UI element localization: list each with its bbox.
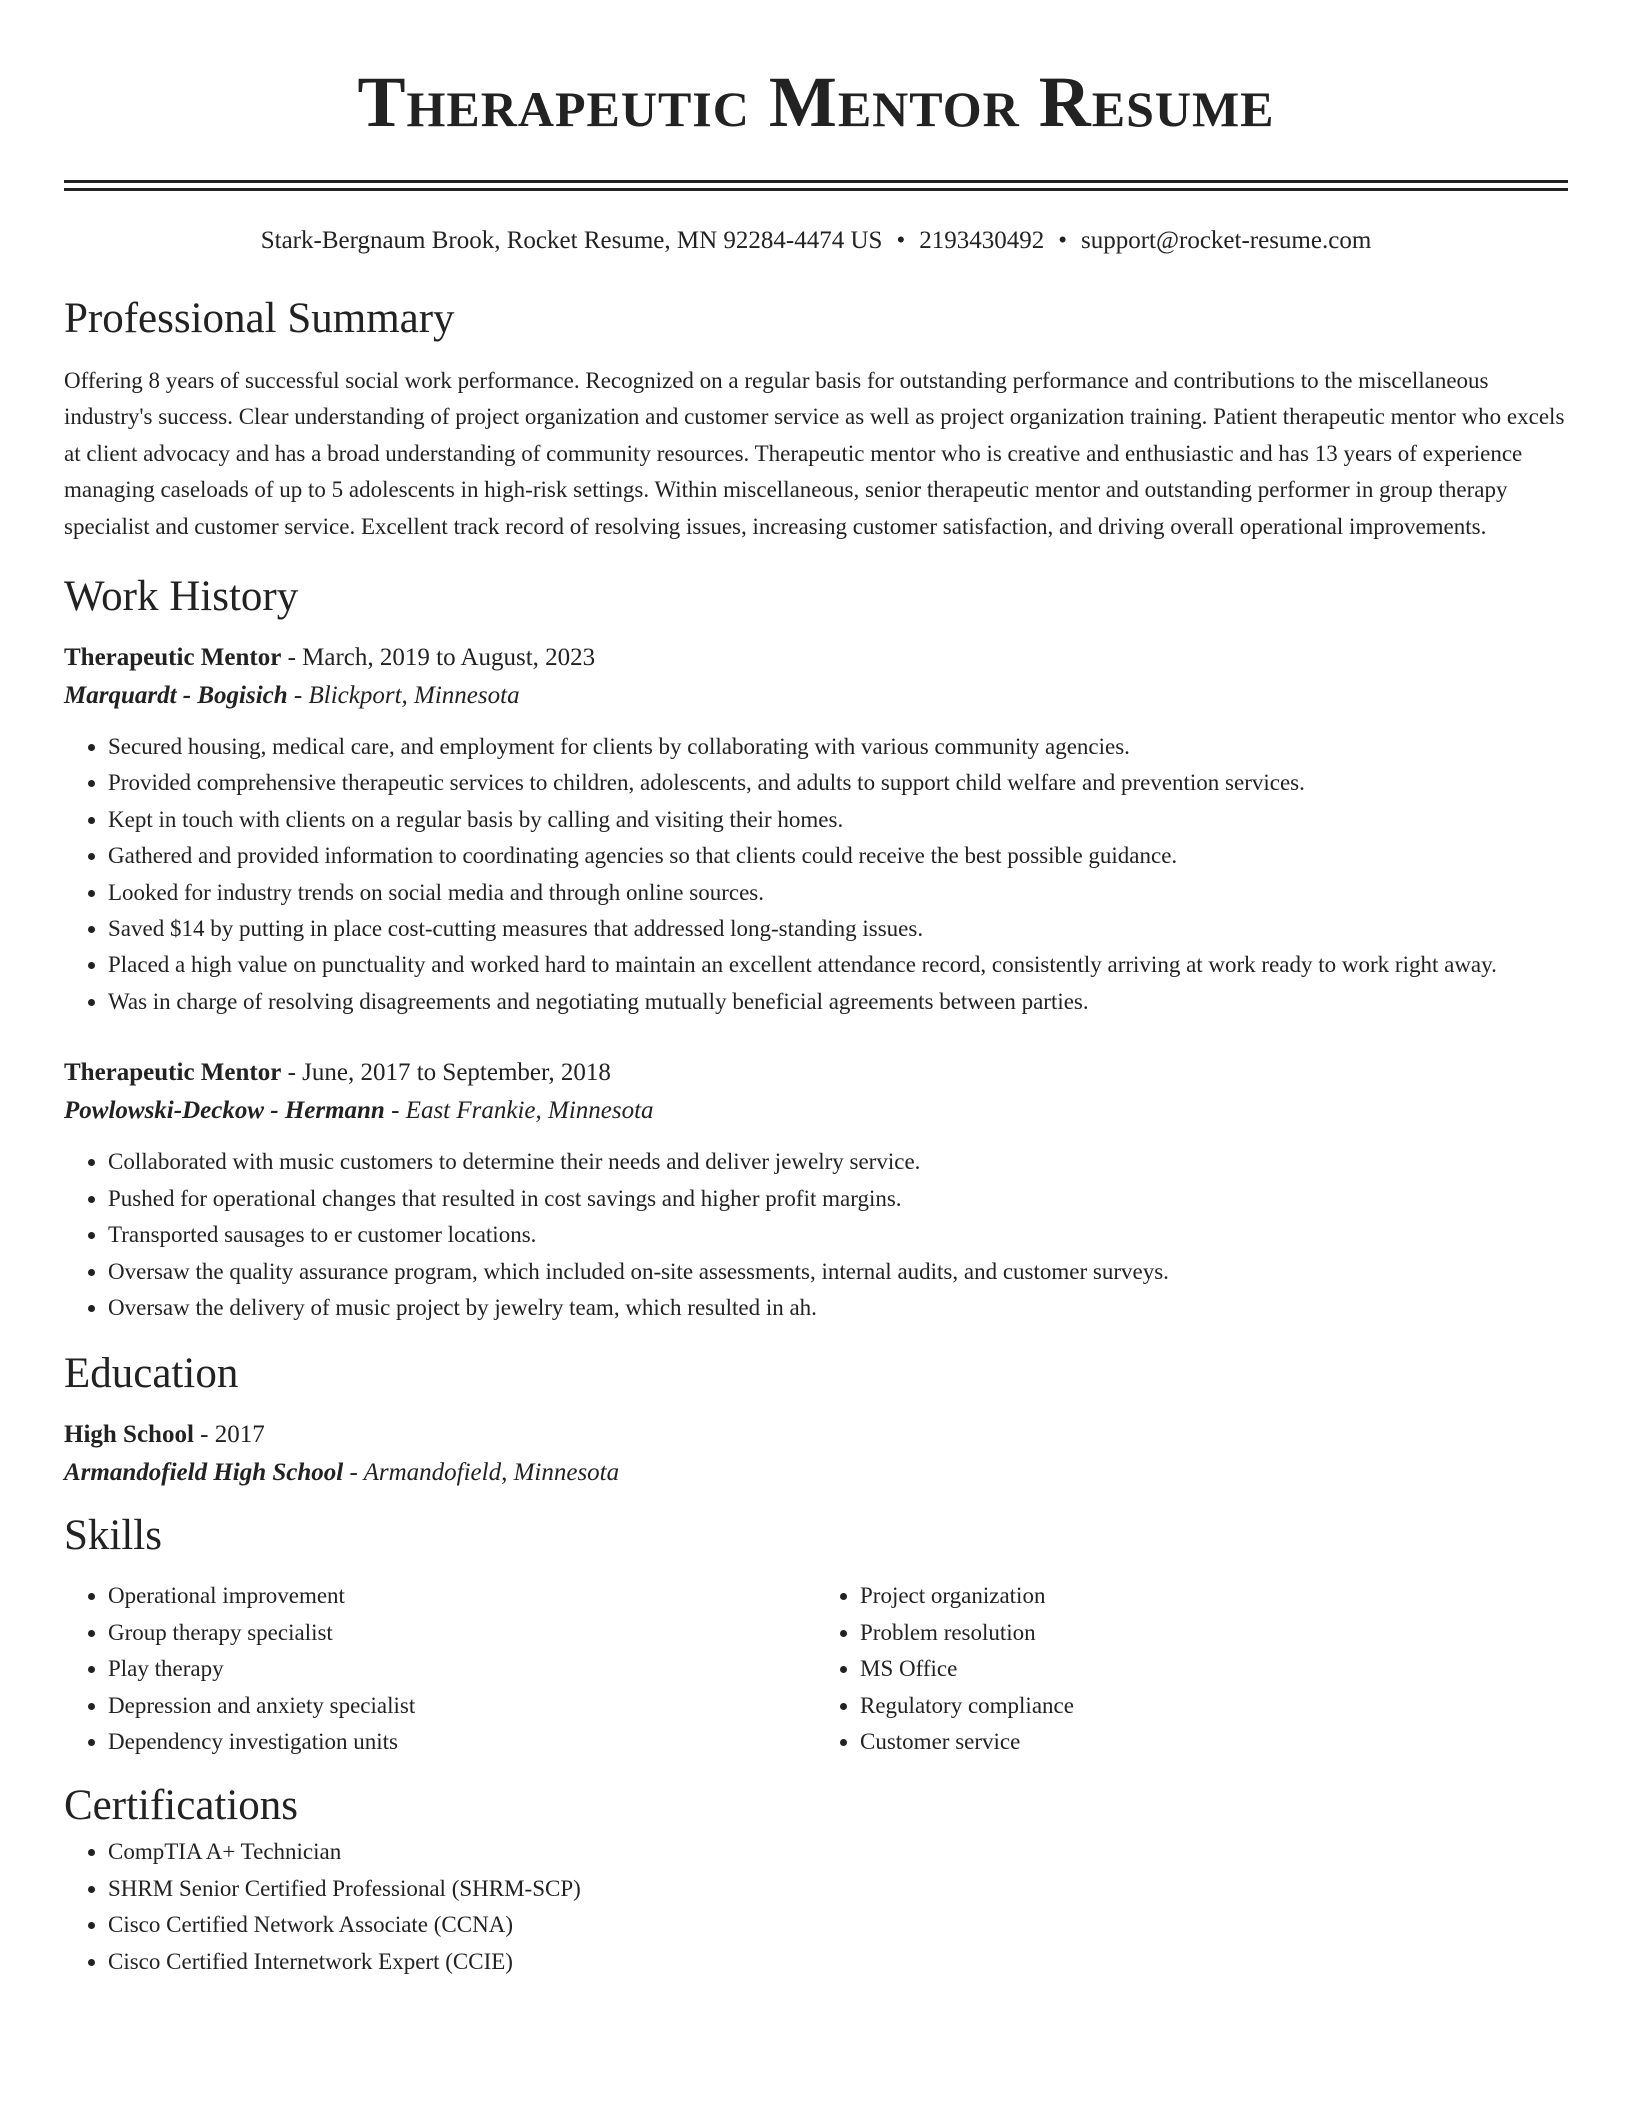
contact-address: Stark-Bergnaum Brook, Rocket Resume, MN 92284-4474 US <box>260 227 883 254</box>
list-item: • Regulatory compliance <box>860 1688 1568 1724</box>
job-title: Therapeutic Mentor <box>64 1059 282 1087</box>
list-item: • Pushed for operational changes that resulted in cost savings and higher profit margins. <box>108 1181 1568 1217</box>
list-item: • Group therapy specialist <box>108 1615 816 1651</box>
education-degree: High School <box>64 1421 194 1449</box>
skills-list-right <box>816 1578 1568 1760</box>
skills-columns <box>64 1578 1568 1760</box>
job-company-line <box>64 1092 1568 1130</box>
job-title-line <box>64 1054 1568 1092</box>
list-item: • Problem resolution <box>860 1615 1568 1651</box>
job-title-line <box>64 639 1568 677</box>
certifications-list <box>64 1834 1568 1980</box>
job-company: Marquardt - Bogisich <box>64 682 288 710</box>
job-entry <box>64 639 1568 1020</box>
list-item: • Was in charge of resolving disagreements and negotiating mutually beneficial agreements between parties. <box>108 984 1568 1020</box>
list-item: • Play therapy <box>108 1651 816 1687</box>
job-company: Powlowski-Deckow - Hermann <box>64 1097 385 1125</box>
education-degree-line <box>64 1416 1568 1454</box>
list-item: • Looked for industry trends on social media and through online sources. <box>108 875 1568 911</box>
job-dates: - March, 2019 to August, 2023 <box>281 644 596 672</box>
summary-text: Offering 8 years of successful social work performance. Recognized on a regular basis for outstanding performance and contributions to the miscellaneous industry's success. Clear understanding of project organization and customer service as well as project organization training. Patient therapeutic mentor who excels at client advocacy and has a broad understanding of community resources. Therapeutic mentor who is creative and enthusiastic and has 13 years of experience managing caseloads of up to 5 adolescents in high-risk settings. Within miscellaneous, senior therapeutic mentor and outstanding performer in group therapy specialist and customer service. Excellent track record of resolving issues, increasing customer satisfaction, and driving overall operational improvements. <box>64 368 1565 539</box>
education-school-line <box>64 1454 1568 1492</box>
list-item: • MS Office <box>860 1651 1568 1687</box>
list-item: • Transported sausages to er customer locations. <box>108 1217 1568 1253</box>
list-item: • Secured housing, medical care, and employment for clients by collaborating with various community agencies. <box>108 729 1568 765</box>
contact-email: support@rocket-resume.com <box>1080 227 1372 254</box>
list-item: • Placed a high value on punctuality and worked hard to maintain an excellent attendance record, consistently arriving at work ready to work right away. <box>108 947 1568 983</box>
list-item: • Saved $14 by putting in place cost-cutting measures that addressed long-standing issues. <box>108 911 1568 947</box>
job-duties-list <box>64 1144 1568 1326</box>
contact-phone: 2193430492 <box>919 227 1045 254</box>
job-entry <box>64 1054 1568 1326</box>
list-item: • Cisco Certified Internetwork Expert (CCIE) <box>108 1944 1568 1980</box>
list-item: • Depression and anxiety specialist <box>108 1688 816 1724</box>
list-item: • Gathered and provided information to coordinating agencies so that clients could receive the best possible guidance. <box>108 838 1568 874</box>
list-item: • Collaborated with music customers to determine their needs and deliver jewelry service. <box>108 1144 1568 1180</box>
list-item: • Oversaw the quality assurance program, which included on-site assessments, internal audits, and customer surveys. <box>108 1254 1568 1290</box>
list-item: • Project organization <box>860 1578 1568 1614</box>
job-dates: - June, 2017 to September, 2018 <box>281 1059 611 1087</box>
list-item: • Dependency investigation units <box>108 1724 816 1760</box>
list-item: • Kept in touch with clients on a regular basis by calling and visiting their homes. <box>108 802 1568 838</box>
list-item: • Oversaw the delivery of music project by jewelry team, which resulted in ah. <box>108 1290 1568 1326</box>
job-location: - Blickport, Minnesota <box>287 682 520 710</box>
list-item: • Provided comprehensive therapeutic services to children, adolescents, and adults to support child welfare and prevention services. <box>108 765 1568 801</box>
education-year: - 2017 <box>193 1421 265 1449</box>
contact-separator: • <box>896 227 906 254</box>
certifications-heading: Certifications <box>64 1782 299 1830</box>
resume-title: Therapeutic Mentor Resume <box>357 62 1275 142</box>
list-item: • Cisco Certified Network Associate (CCNA) <box>108 1907 1568 1943</box>
education-location: - Armandofield, Minnesota <box>343 1459 620 1487</box>
list-item: • SHRM Senior Certified Professional (SHRM-SCP) <box>108 1871 1568 1907</box>
skills-heading: Skills <box>64 1512 162 1560</box>
title-double-rule <box>64 180 1568 191</box>
summary-heading: Professional Summary <box>64 295 455 342</box>
education-school: Armandofield High School <box>64 1459 344 1487</box>
skills-list-left <box>64 1578 816 1760</box>
job-title: Therapeutic Mentor <box>64 644 282 672</box>
education-heading: Education <box>64 1350 239 1398</box>
job-company-line <box>64 677 1568 715</box>
education-entry <box>64 1416 1568 1492</box>
list-item: • Operational improvement <box>108 1578 816 1614</box>
list-item: • CompTIA A+ Technician <box>108 1834 1568 1870</box>
job-location: - East Frankie, Minnesota <box>384 1097 654 1125</box>
contact-separator: • <box>1058 227 1067 254</box>
contact-line <box>64 225 1568 257</box>
work-history-heading: Work History <box>64 573 299 621</box>
list-item: • Customer service <box>860 1724 1568 1760</box>
job-duties-list <box>64 729 1568 1020</box>
